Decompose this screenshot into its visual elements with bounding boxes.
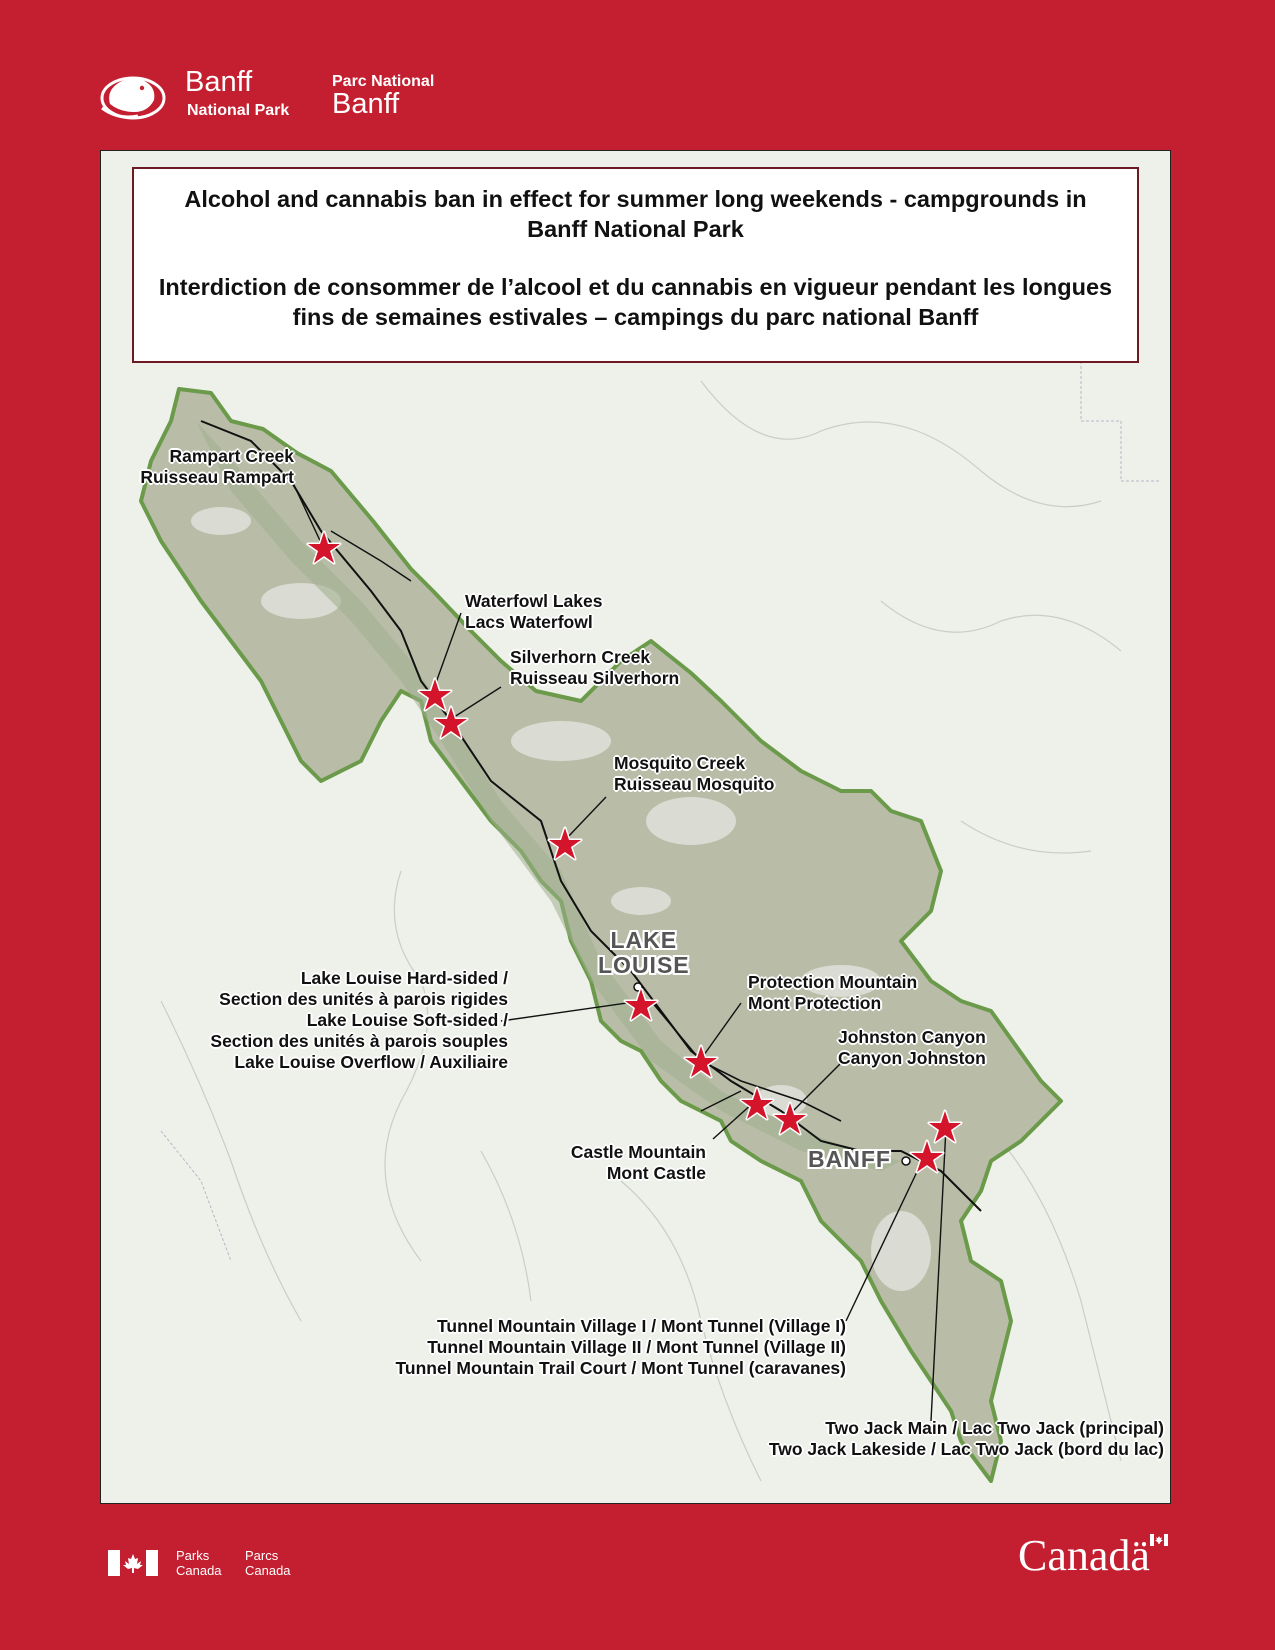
label-mosquito-creek: [614, 753, 774, 795]
canada-wordmark-flag-icon: [1150, 1534, 1168, 1546]
label-line: Lacs Waterfowl: [465, 612, 593, 632]
label-line: Lake Louise Overflow / Auxiliaire: [234, 1052, 508, 1072]
label-line: Silverhorn Creek: [510, 647, 651, 667]
parcs-fr-line: Parcs: [245, 1548, 279, 1563]
label-johnston-canyon: [838, 1027, 986, 1069]
park-name-fr: Banff: [332, 88, 400, 120]
label-line: Rampart Creek: [169, 446, 294, 466]
label-line: Johnston Canyon: [838, 1027, 986, 1047]
parks-en-line: Parks: [176, 1548, 210, 1563]
label-line: Section des unités à parois souples: [210, 1031, 508, 1051]
park-subtitle-fr: Parc National: [332, 73, 435, 90]
parcs-canada-fr: [245, 1548, 291, 1578]
canada-flag-icon: [108, 1550, 158, 1576]
town-label-banff: BANFF: [808, 1146, 891, 1172]
parks-canada-beaver-icon: [98, 68, 168, 124]
label-lake-louise: [140, 968, 508, 1073]
parks-en-line: Canada: [176, 1563, 222, 1578]
town-label-louise: LOUISE: [598, 952, 690, 978]
label-line: Lake Louise Soft-sided /: [306, 1010, 508, 1030]
label-line: Ruisseau Mosquito: [614, 774, 775, 794]
label-line: Tunnel Mountain Village I / Mont Tunnel (Village I): [437, 1316, 846, 1336]
label-tunnel-mountain: [290, 1316, 846, 1379]
label-rampart-creek: [108, 446, 294, 488]
label-line: Castle Mountain: [570, 1142, 706, 1162]
label-line: Two Jack Lakeside / Lac Two Jack (bord du lac): [768, 1439, 1164, 1459]
title-english: Alcohol and cannabis ban in effect for summer long weekends - campgrounds in Banff National Park: [184, 186, 1087, 242]
banff-town-dot: [902, 1157, 910, 1165]
town-label-lake: LAKE: [610, 927, 678, 953]
park-name-en: Banff: [185, 66, 253, 98]
title-box: [132, 167, 1139, 363]
label-line: Section des unités à parois rigides: [219, 989, 508, 1009]
label-line: Lake Louise Hard-sided /: [300, 968, 508, 988]
town-label-lake-louise: [598, 928, 690, 978]
label-line: Canyon Johnston: [838, 1048, 986, 1068]
label-line: Tunnel Mountain Trail Court / Mont Tunnel (caravanes): [395, 1358, 846, 1378]
label-silverhorn-creek: [510, 647, 679, 689]
label-protection-mountain: [748, 972, 917, 1014]
label-line: Waterfowl Lakes: [465, 591, 603, 611]
label-line: Mont Castle: [606, 1163, 706, 1183]
label-line: Ruisseau Silverhorn: [510, 668, 680, 688]
label-two-jack: [670, 1418, 1164, 1460]
park-subtitle-en: National Park: [187, 102, 290, 119]
title-french: Interdiction de consommer de l’alcool et du cannabis en vigueur pendant les longues fins de semaines estivales – campings du parc national Banff: [158, 274, 1113, 330]
label-line: Ruisseau Rampart: [140, 467, 294, 487]
label-line: Tunnel Mountain Village II / Mont Tunnel (Village II): [427, 1337, 846, 1357]
label-line: Mont Protection: [748, 993, 882, 1013]
label-line: Protection Mountain: [748, 972, 918, 992]
label-line: Two Jack Main / Lac Two Jack (principal): [825, 1418, 1164, 1438]
label-castle-mountain: [520, 1142, 706, 1184]
parcs-fr-line: Canada: [245, 1563, 291, 1578]
label-waterfowl-lakes: [465, 591, 602, 633]
label-line: Mosquito Creek: [614, 753, 746, 773]
parks-canada-en: [176, 1548, 222, 1578]
canada-wordmark: Canadä: [1018, 1531, 1150, 1580]
